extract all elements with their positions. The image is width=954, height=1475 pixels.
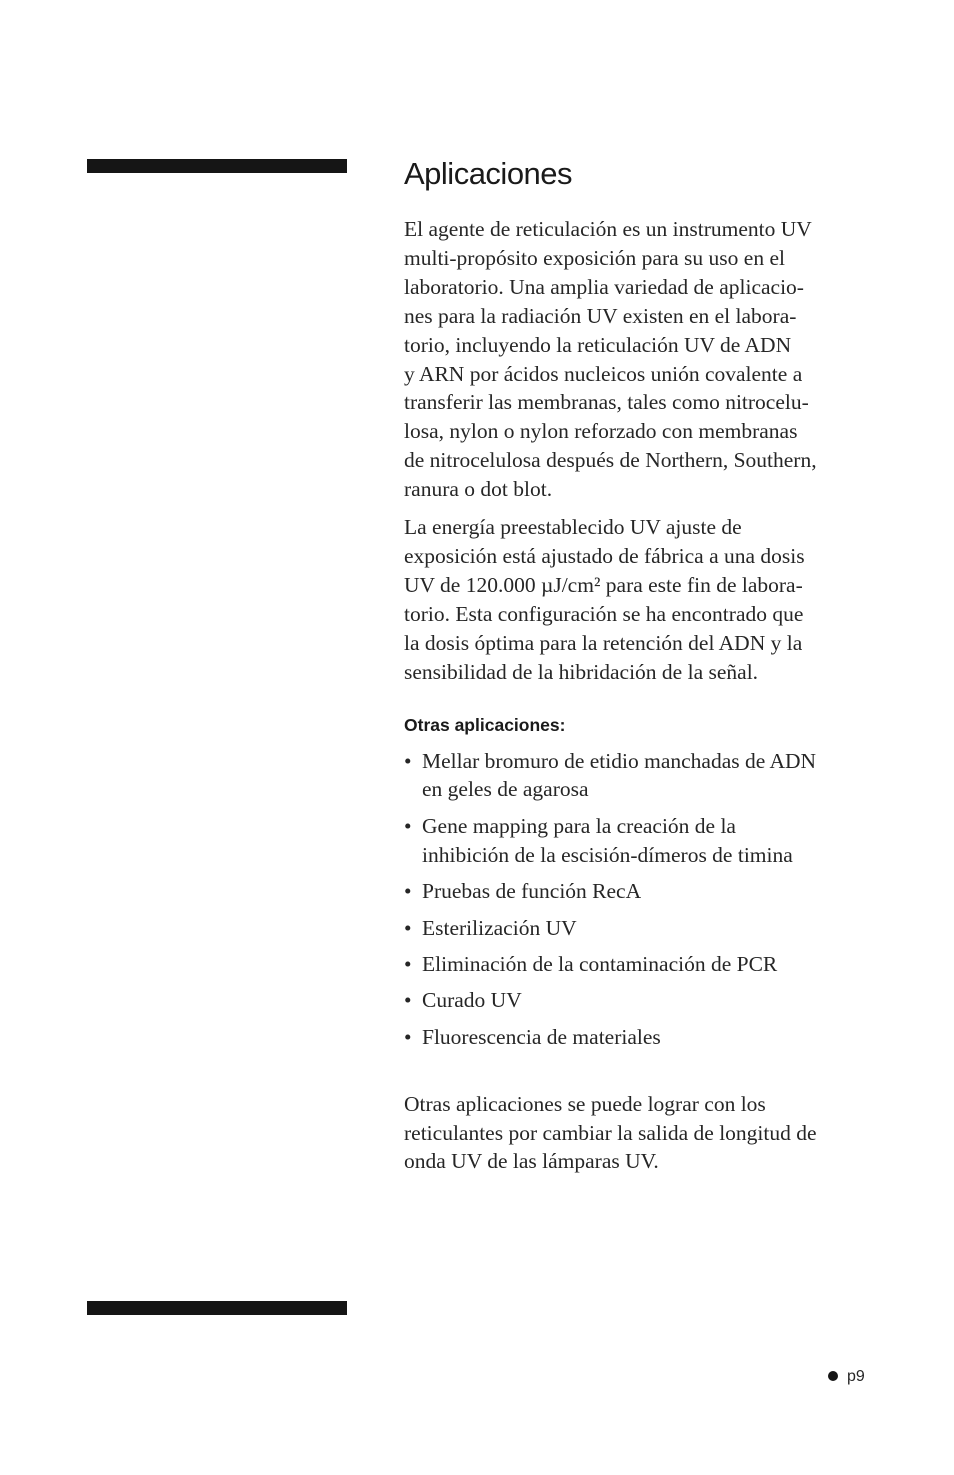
paragraph-line: multi-propósito exposición para su uso en el (404, 245, 785, 270)
list-item (404, 812, 874, 870)
paragraph-line: torio. Esta configuración se ha encontrado que (404, 601, 804, 626)
page-number (828, 1366, 865, 1388)
page-number-label: p9 (847, 1368, 865, 1385)
list-item-text: Gene mapping para la creación de la (422, 813, 736, 838)
list-item-text: Curado UV (422, 988, 522, 1013)
list-item (404, 1023, 874, 1052)
paragraph-line: El agente de reticulación es un instrumento UV (404, 217, 812, 241)
list-item (404, 986, 874, 1015)
energy-paragraph (404, 513, 874, 686)
bullet-icon: • (404, 1024, 412, 1049)
paragraph-line: onda UV de las lámparas UV. (404, 1149, 659, 1174)
bullet-icon: • (404, 748, 412, 773)
list-item-text: Esterilización UV (422, 915, 577, 940)
list-item-text: en geles de agarosa (422, 777, 589, 802)
paragraph-line: La energía preestablecido UV ajuste de (404, 515, 742, 540)
paragraph-line: UV de 120.000 µJ/cm² para este fin de labora- (404, 572, 803, 597)
paragraph-line: losa, nylon o nylon reforzado con membranas (404, 419, 798, 444)
top-decorative-rule (87, 159, 347, 173)
list-item (404, 950, 874, 979)
paragraph-line: la dosis óptima para la retención del ADN y la (404, 630, 803, 655)
list-item-text: Eliminación de la contaminación de PCR (422, 951, 778, 976)
bullet-icon: • (404, 915, 412, 940)
main-content (404, 152, 874, 1185)
bullet-icon: • (404, 813, 412, 838)
paragraph-line: exposición está ajustado de fábrica a una dosis (404, 543, 805, 568)
paragraph-line: reticulantes por cambiar la salida de longitud de (404, 1120, 817, 1145)
paragraph-line: laboratorio. Una amplia variedad de aplicacio- (404, 274, 804, 299)
bullet-icon: • (404, 879, 412, 904)
other-applications-heading: Otras aplicaciones: (404, 714, 566, 735)
list-item-text: Pruebas de función RecA (422, 879, 642, 904)
bullet-icon: • (404, 951, 412, 976)
paragraph-line: de nitrocelulosa después de Northern, Southern, (404, 448, 817, 473)
bottom-decorative-rule (87, 1301, 347, 1315)
paragraph-line: y ARN por ácidos nucleicos unión covalente a (404, 361, 803, 386)
paragraph-line: nes para la radiación UV existen en el labora- (404, 303, 797, 328)
list-item (404, 747, 874, 805)
list-item-text: inhibición de la escisión-dímeros de timina (422, 842, 793, 867)
page-marker-dot-icon (828, 1371, 838, 1381)
paragraph-line: sensibilidad de la hibridación de la señal. (404, 659, 759, 684)
bullet-icon: • (404, 988, 412, 1013)
page-title: Aplicaciones (404, 156, 573, 191)
applications-list (404, 747, 874, 1052)
list-item (404, 877, 874, 906)
paragraph-line: torio, incluyendo la reticulación UV de ADN (404, 332, 792, 357)
list-item (404, 914, 874, 943)
intro-paragraph (404, 215, 874, 504)
paragraph-line: transferir las membranas, tales como nitrocelu- (404, 390, 809, 415)
closing-paragraph (404, 1090, 874, 1177)
list-item-text: Mellar bromuro de etidio manchadas de ADN (422, 748, 817, 773)
paragraph-line: Otras aplicaciones se puede lograr con los (404, 1091, 766, 1116)
paragraph-line: ranura o dot blot. (404, 477, 553, 502)
list-item-text: Fluorescencia de materiales (422, 1024, 661, 1049)
